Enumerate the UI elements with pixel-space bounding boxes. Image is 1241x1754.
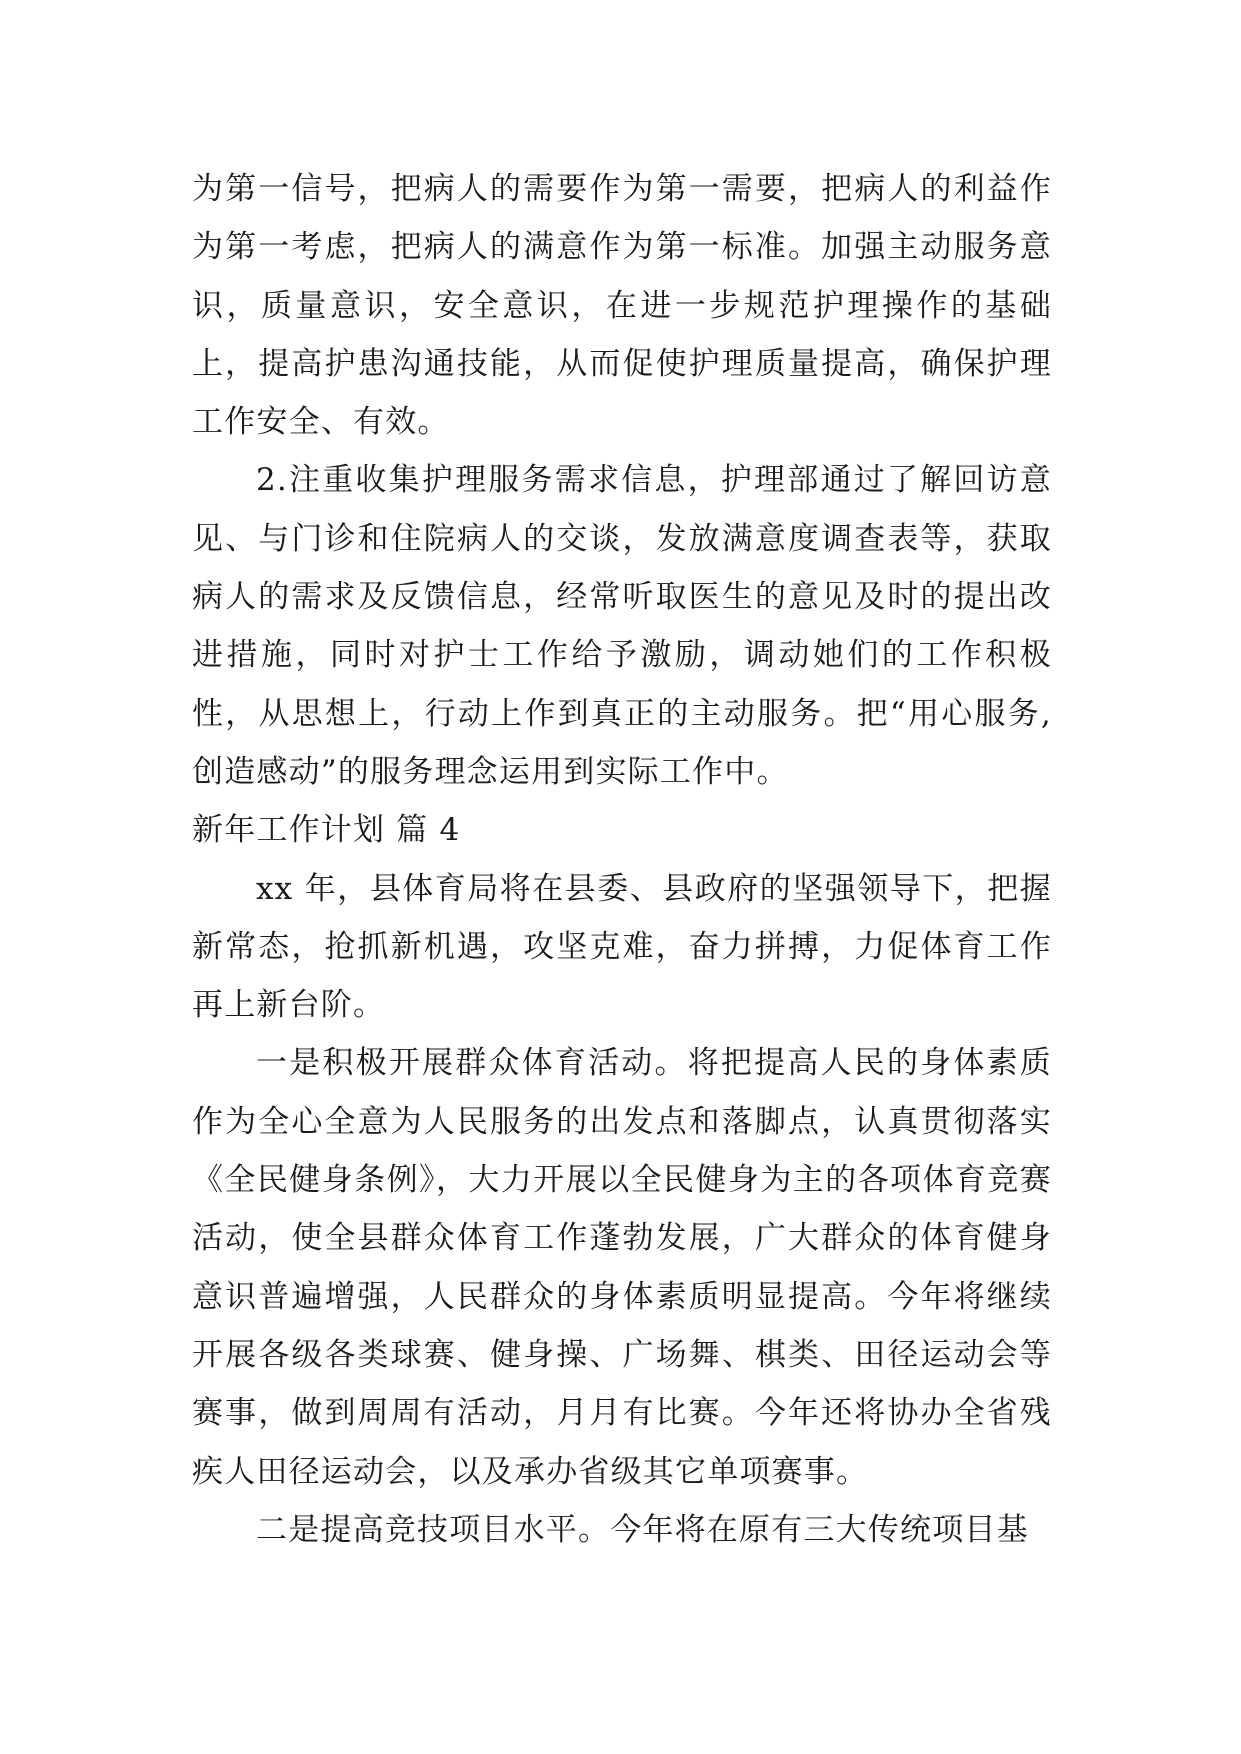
- document-body: [192, 160, 1052, 1559]
- paragraph-patient-service-principles: 为第一信号，把病人的需要作为第一需要，把病人的利益作为第一考虑，把病人的满意作为第一标准。加强主动服务意识，质量意识，安全意识，在进一步规范护理操作的基础上，提高护患沟通技能，从而促使护理质量提高，确保护理工作安全、有效。: [192, 171, 1052, 441]
- paragraph-mass-sports-activities: 一是积极开展群众体育活动。将把提高人民的身体素质作为全心全意为人民服务的出发点和落脚点，认真贯彻落实《全民健身条例》，大力开展以全民健身为主的各项体育竞赛活动，使全县群众体育工作蓬勃发展，广大群众的体育健身意识普遍增强，人民群众的身体素质明显提高。今年将继续开展各级各类球赛、健身操、广场舞、棋类、田径运动会等赛事，做到周周有活动，月月有比赛。今年还将协办全省残疾人田径运动会，以及承办省级其它单项赛事。: [192, 1045, 1052, 1490]
- paragraph-service-feedback: 2.注重收集护理服务需求信息，护理部通过了解回访意见、与门诊和住院病人的交谈，发放满意度调查表等，获取病人的需求及反馈信息，经常听取医生的意见及时的提出改进措施，同时对护士工作给予激励，调动她们的工作积极性，从思想上，行动上作到真正的主动服务。把“用心服务,创造感动”的服务理念运用到实际工作中。: [192, 462, 1052, 790]
- paragraph-competitive-sports: 二是提高竞技项目水平。今年将在原有三大传统项目基: [256, 1511, 1029, 1548]
- section-heading: 新年工作计划 篇 4: [192, 812, 461, 849]
- paragraph-sports-bureau-intro: xx 年，县体育局将在县委、县政府的坚强领导下，把握新常态，抢抓新机遇，攻坚克难，奋力拼搏，力促体育工作再上新台阶。: [192, 870, 1052, 1024]
